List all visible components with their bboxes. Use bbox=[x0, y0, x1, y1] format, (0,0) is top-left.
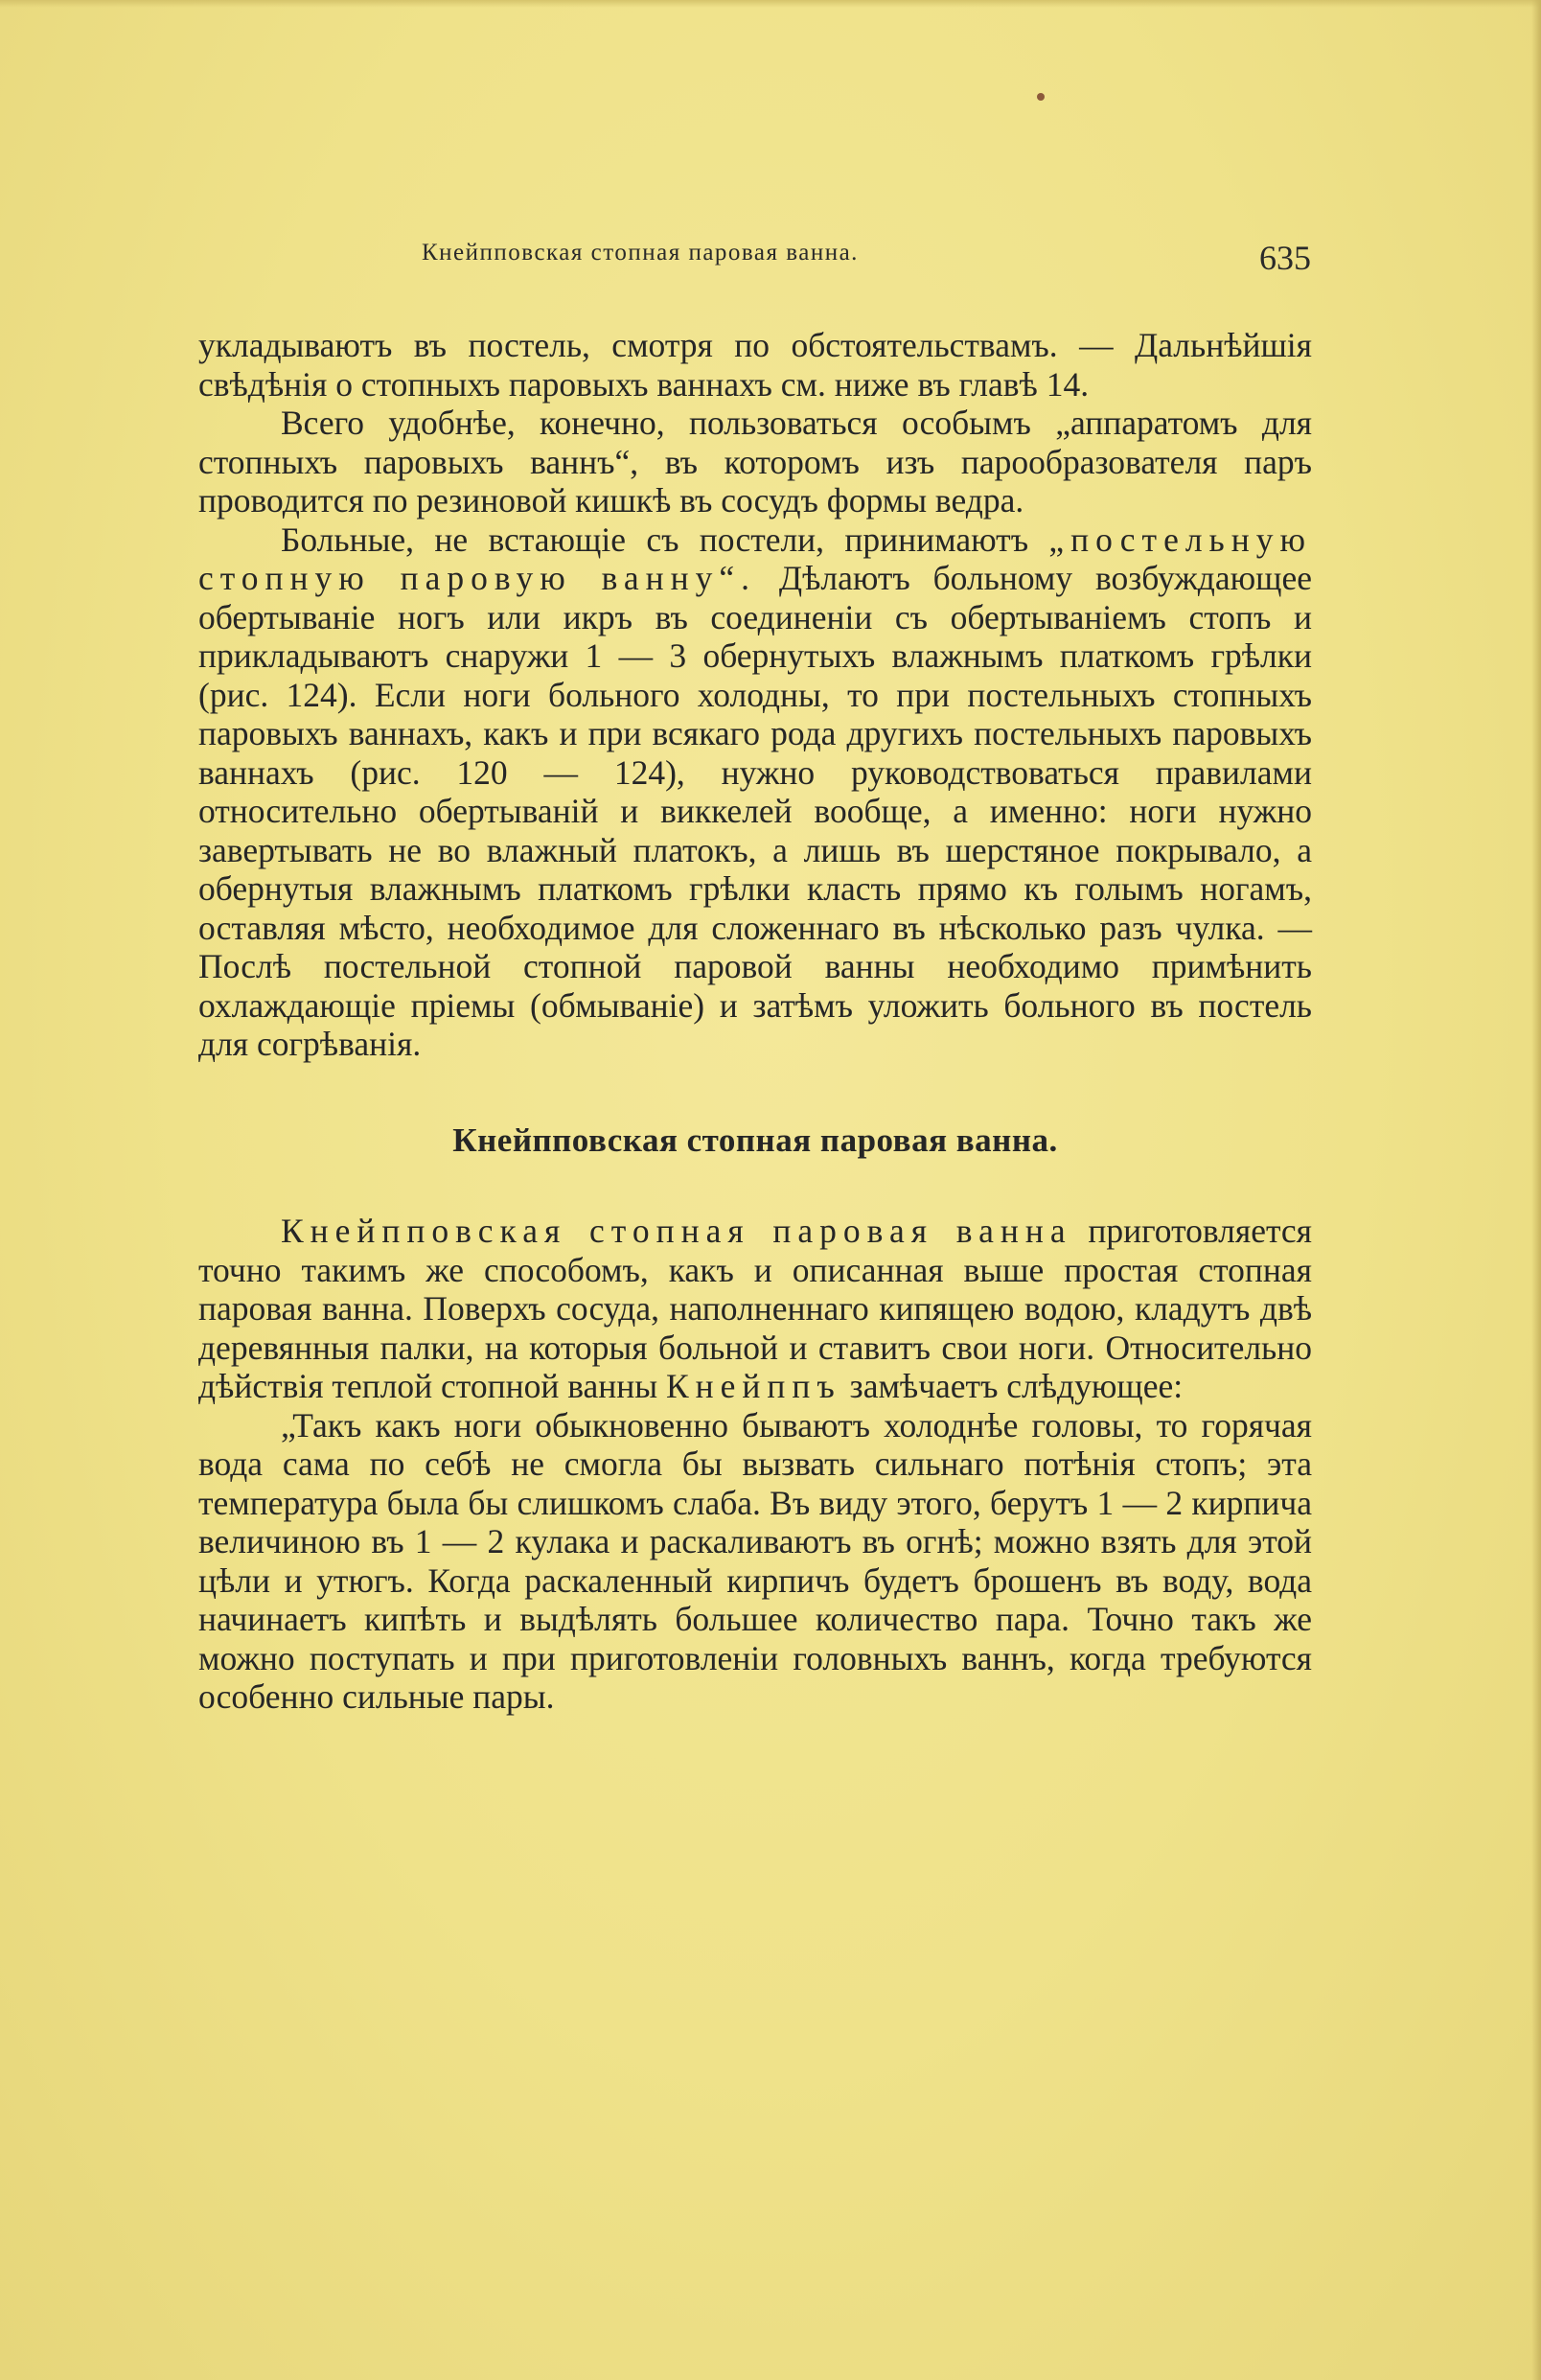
paragraph-2: Всего удобнѣе, конечно, пользоваться особымъ „аппаратомъ для стопныхъ паровыхъ ваннъ“, въ которомъ изъ парообразователя паръ проводится по резиновой кишкѣ въ сосудъ формы ведра. bbox=[198, 404, 1312, 520]
paragraph-3-term: „постельную стопную паровую ванну“. bbox=[198, 520, 1312, 597]
paragraph-4-name: Кнейппъ bbox=[666, 1367, 841, 1405]
ink-speck bbox=[1037, 93, 1045, 101]
paragraph-5: „Такъ какъ ноги обыкновенно бываютъ холоднѣе головы, то горячая вода сама по себѣ не смогла бы вызвать сильнаго потѣнія стопъ; эта температура была бы слишкомъ слаба. Въ виду этого, берутъ 1 — 2 кирпича величиною въ 1 — 2 кулака и раскаливаютъ въ огнѣ; можно взять для этой цѣли и утюгъ. Когда раскаленный кирпичъ будетъ брошенъ въ воду, вода начинаетъ кипѣть и выдѣлять большее количество пара. Точно такъ же можно поступать и при приготовленіи головныхъ ваннъ, когда требуются особенно сильные пары. bbox=[198, 1405, 1312, 1716]
section-heading: Кнейпповская стопная паровая ванна. bbox=[452, 1121, 1058, 1159]
body-text bbox=[198, 326, 1312, 1717]
paragraph-1: укладываютъ въ постель, смотря по обстоятельствамъ. — Дальнѣйшія свѣдѣнія о стопныхъ паровыхъ ваннахъ см. ниже въ главѣ 14. bbox=[198, 326, 1312, 404]
paragraph-3 bbox=[198, 520, 1312, 1064]
paragraph-4-body: приготовляется точно такимъ же способомъ, какъ и описанная выше простая стопная паровая ванна. Поверхъ сосуда, наполненнаго кипящею водою, кладутъ двѣ деревянныя палки, на которыя больной и ставитъ свои ноги. Относительно дѣйствія теплой стопной ванны bbox=[198, 1212, 1312, 1405]
paragraph-3-rest: Дѣлаютъ больному возбуждающее обертываніе ногъ или икръ въ соединеніи съ обертываніемъ стопъ и прикладываютъ снаружи 1 — 3 обернутыхъ влажнымъ платкомъ грѣлки (рис. 124). Если ноги больного холодны, то при постельныхъ стопныхъ паровыхъ ваннахъ, какъ и при всякаго рода другихъ постельныхъ паровыхъ ваннахъ (рис. 120 — 124), нужно руководствоваться правилами относительно обертываній и виккелей вообще, а именно: ноги нужно завертывать не во влажный платокъ, а лишь въ шерстяное покрывало, а обернутыя влажнымъ платкомъ грѣлки класть прямо къ голымъ ногамъ, оставляя мѣсто, необходимое для сложеннаго въ нѣсколько разъ чулка. — Послѣ постельной стопной паровой ванны необходимо примѣнить охлаждающіе пріемы (обмываніе) и затѣмъ уложить больного въ постель для согрѣванія. bbox=[198, 559, 1312, 1063]
page-top-edge bbox=[0, 0, 1541, 8]
paragraph-4 bbox=[198, 1212, 1312, 1406]
page-number: 635 bbox=[1259, 239, 1311, 277]
running-title: Кнейпповская стопная паровая ванна. bbox=[422, 240, 859, 266]
page-right-edge bbox=[1531, 0, 1541, 2380]
paragraph-4-end: замѣчаетъ слѣдующее: bbox=[840, 1367, 1184, 1405]
paragraph-4-term: Кнейпповская стопная паровая ванна bbox=[281, 1212, 1072, 1250]
paragraph-3-lead: Больные, не встающіе съ постели, принимаютъ bbox=[281, 520, 1049, 559]
